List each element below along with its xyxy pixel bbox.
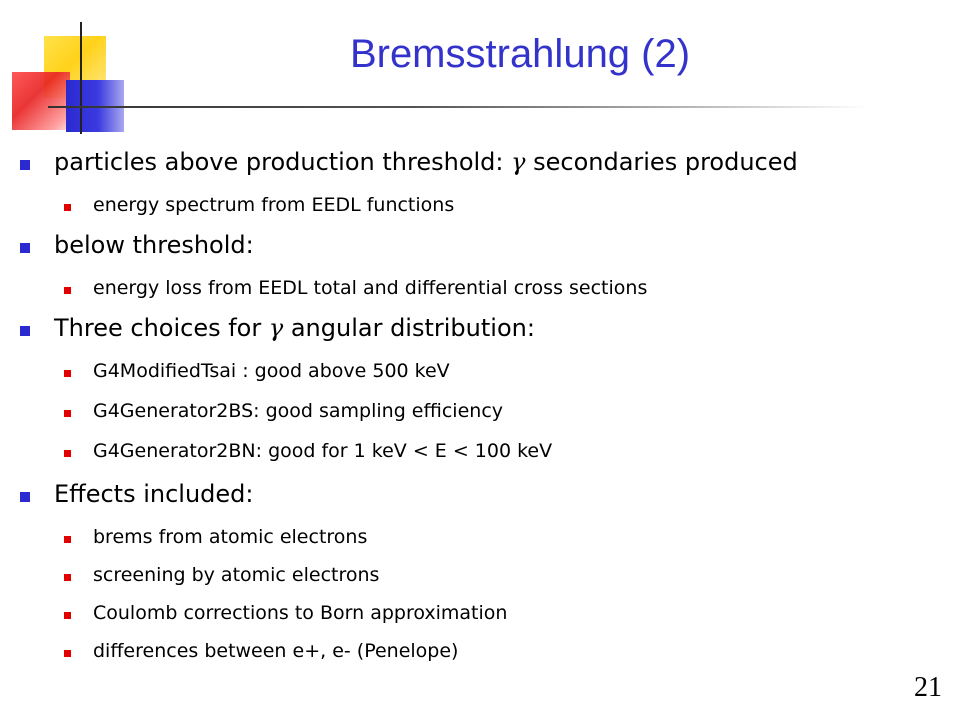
sub-bullet-text: differences between e+, e- (Penelope) [93,640,459,662]
sub-bullet-marker-icon [64,410,71,417]
sub-bullet-marker-icon [64,204,71,211]
decorative-logo-squares [0,0,140,140]
bullet-marker-icon [20,243,30,253]
gamma-symbol: γ [511,148,526,176]
title-underline [48,106,868,108]
bullet-text: below threshold: [54,231,254,259]
page-number: 21 [914,672,942,703]
sub-bullet-marker-icon [64,450,71,457]
bullet-text: particles above production threshold: [54,148,512,176]
bullet-text: Three choices for [54,314,269,342]
sub-bullet-text: energy loss from EEDL total and differential cross sections [93,277,648,299]
sub-bullet-text: Coulomb corrections to Born approximation [93,602,508,624]
sub-bullet-marker-icon [64,536,71,543]
sub-bullet-text: G4Generator2BS: good sampling efficiency [93,400,504,422]
bullet-marker-icon [20,492,30,502]
sub-bullet-text: energy spectrum from EEDL functions [93,194,455,216]
sub-bullet-text: screening by atomic electrons [93,564,380,586]
sub-bullet-marker-icon [64,650,71,657]
sub-bullet-text: G4Generator2BN: good for 1 keV < E < 100 keV [93,440,553,462]
sub-bullet-text: G4ModifiedTsai : good above 500 keV [93,360,450,382]
sub-bullet-marker-icon [64,574,71,581]
gamma-symbol: γ [268,314,284,342]
sub-bullet-marker-icon [64,612,71,619]
sub-bullet-marker-icon [64,287,71,294]
sub-bullet-text: brems from atomic electrons [93,526,368,548]
bullet-marker-icon [20,326,30,336]
bullet-text: Effects included: [54,480,254,508]
sub-bullet-marker-icon [64,370,71,377]
red-square-shape [12,72,70,130]
bullet-text: secondaries produced [525,148,798,176]
bullet-text: angular distribution: [283,314,535,342]
slide-title: Bremsstrahlung (2) [349,32,691,76]
bullet-marker-icon [20,160,30,170]
vertical-divider-line [80,22,82,134]
